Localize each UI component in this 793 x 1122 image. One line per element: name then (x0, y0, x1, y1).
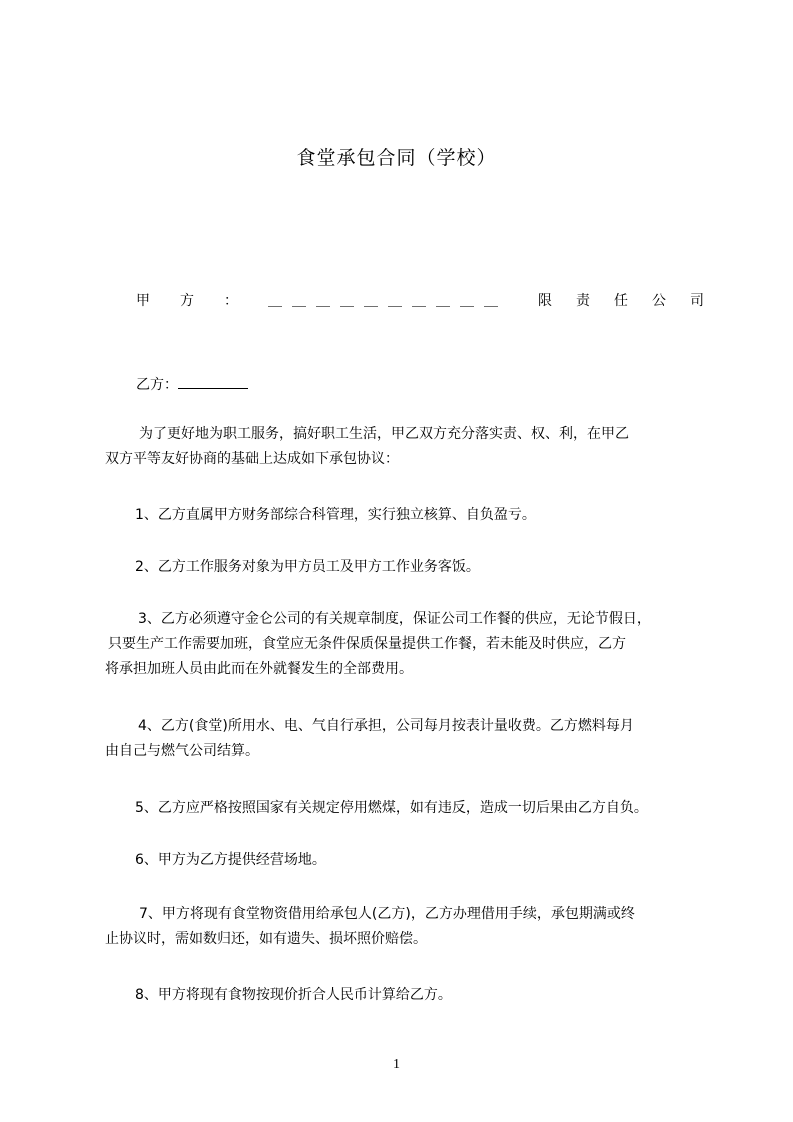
party-b-blank (178, 374, 248, 389)
party-a-suffix-char-1: 限 (538, 293, 552, 309)
clause-2 (105, 555, 717, 580)
paragraph-line: 由自己与燃气公司结算。 (105, 743, 259, 759)
clause-1 (105, 503, 717, 528)
paragraph-line: 止协议时，需如数归还，如有遗失、损坏照价赔偿。 (105, 931, 427, 947)
paragraph-line: 5、乙方应严格按照国家有关规定停用燃煤，如有违反，造成一切后果由乙方自负。 (135, 800, 648, 816)
page-number: 1 (393, 1057, 400, 1072)
paragraph-line: 6、甲方为乙方提供经营场地。 (135, 852, 326, 868)
paragraph-line: 只要生产工作需要加班，食堂应无条件保质保量提供工作餐，若未能及时供应，乙方 (108, 636, 626, 652)
paragraph-line: 1、乙方直属甲方财务部综合科管理，实行独立核算、自负盈亏。 (135, 507, 536, 523)
party-a-label-char-1: 甲 (136, 293, 150, 309)
party-a-suffix-char-2: 责 (576, 293, 590, 309)
party-a-line (136, 290, 704, 310)
party-a-label-char-2: 方 (180, 293, 194, 309)
party-a-suffix-char-3: 任 (614, 293, 628, 309)
clause-8 (105, 983, 717, 1008)
paragraph-line: 3、乙方必须遵守金仑公司的有关规章制度，保证公司工作餐的供应，无论节假日， (138, 611, 651, 627)
party-b-label: 乙方： (136, 377, 178, 393)
party-a-suffix-char-5: 司 (690, 293, 704, 309)
paragraph-line: 8、甲方将现有食物按现价折合人民币计算给乙方。 (135, 987, 452, 1003)
document-title: 食堂承包合同（学校） (296, 147, 497, 169)
clause-4 (105, 714, 717, 764)
clause-3 (105, 607, 717, 682)
paragraph-line: 为了更好地为职工服务，搞好职工生活，甲乙双方充分落实责、权、利，在甲乙 (139, 426, 629, 442)
party-b-line (136, 374, 248, 394)
clause-5 (105, 796, 717, 821)
party-a-suffix-char-4: 公 (652, 293, 666, 309)
party-a-suffix (538, 290, 704, 310)
paragraph-line: 7、甲方将现有食堂物资借用给承包人(乙方)，乙方办理借用手续，承包期满或终 (139, 906, 635, 922)
paragraph-line: 将承担加班人员由此而在外就餐发生的全部费用。 (105, 661, 413, 677)
party-a-colon: ： (224, 293, 238, 309)
paragraph-line: 4、乙方(食堂)所用水、电、气自行承担，公司每月按表计量收费。乙方燃料每月 (138, 718, 634, 734)
paragraph-line: 2、乙方工作服务对象为甲方员工及甲方工作业务客饭。 (135, 559, 480, 575)
paragraph-line: 双方平等友好协商的基础上达成如下承包协议： (105, 451, 399, 467)
party-a-blank: ＿＿＿＿＿＿＿＿＿＿ (268, 293, 508, 309)
clause-6 (105, 848, 717, 873)
clause-7 (105, 902, 717, 952)
intro-paragraph (105, 422, 717, 472)
